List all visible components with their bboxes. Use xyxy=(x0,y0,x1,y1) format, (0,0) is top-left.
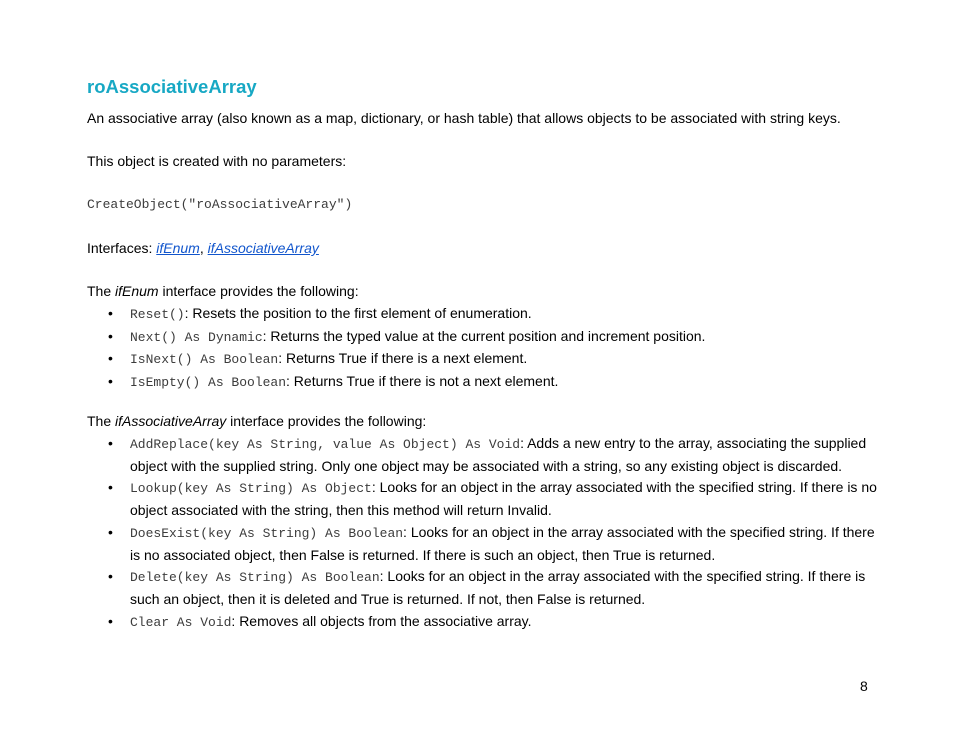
method-signature: IsNext() As Boolean xyxy=(130,352,279,368)
create-object-code: CreateObject("roAssociativeArray") xyxy=(87,197,353,212)
ifassociativearray-link[interactable]: ifAssociativeArray xyxy=(207,240,319,256)
interfaces-label: Interfaces: xyxy=(87,240,157,256)
list-item xyxy=(87,477,877,521)
method-description: : Adds a new entry to the array, associating the supplied object with the supplied string. Only one object may be associated with a string, so any existing object is discarded. xyxy=(130,435,867,474)
method-signature: IsEmpty() As Boolean xyxy=(130,375,287,391)
list-item xyxy=(87,433,877,477)
ifenum-heading-pre: The xyxy=(87,283,116,299)
list-item xyxy=(87,522,877,566)
method-signature: Reset() xyxy=(130,307,185,322)
method-signature: DoesExist(key As String) As Boolean xyxy=(130,525,404,541)
ifaa-heading-name: ifAssociativeArray xyxy=(115,413,227,429)
ifenum-link[interactable]: ifEnum xyxy=(156,240,200,256)
method-description: : Returns True if there is a next element. xyxy=(278,350,528,367)
ifenum-heading-post: interface provides the following: xyxy=(158,283,359,299)
list-item xyxy=(87,566,877,610)
page-number: 8 xyxy=(860,678,868,694)
ifaa-methods-list xyxy=(87,433,877,633)
ifenum-methods-list xyxy=(87,303,877,394)
ifaa-heading xyxy=(87,411,426,433)
method-signature: Delete(key As String) As Boolean xyxy=(130,570,380,586)
method-description: : Looks for an object in the array associated with the specified string. If there is no object associated with the string, then this method will return Invalid. xyxy=(130,479,877,519)
ifaa-heading-pre: The xyxy=(87,413,116,429)
method-description: : Removes all objects from the associative array. xyxy=(231,612,532,629)
method-signature: Next() As Dynamic xyxy=(130,329,263,345)
created-paragraph: This object is created with no parameters: xyxy=(87,153,347,169)
ifaa-heading-post: interface provides the following: xyxy=(226,413,427,429)
interfaces-separator: , xyxy=(199,240,208,256)
list-item xyxy=(87,371,877,394)
method-description: : Returns True if there is not a next element. xyxy=(286,373,559,390)
method-description: : Looks for an object in the array associated with the specified string. If there is such an object, then it is deleted and True is returned. If not, then False is returned. xyxy=(130,568,866,607)
list-item xyxy=(87,348,877,371)
list-item xyxy=(87,326,877,349)
method-signature: AddReplace(key As String, value As Object) As Void xyxy=(130,437,521,452)
method-description: : Resets the position to the first element of enumeration. xyxy=(184,305,532,321)
page-title: roAssociativeArray xyxy=(87,76,257,97)
intro-paragraph: An associative array (also known as a map, dictionary, or hash table) that allows objects to be associated with string keys. xyxy=(87,110,841,126)
list-item xyxy=(87,303,877,326)
method-description: : Returns the typed value at the current position and increment position. xyxy=(262,327,706,344)
method-signature: Lookup(key As String) As Object xyxy=(130,481,372,497)
method-description: : Looks for an object in the array associated with the specified string. If there is no associated object, then False is returned. If there is such an object, then True is returned. xyxy=(130,523,875,563)
ifenum-heading xyxy=(87,281,359,303)
method-signature: Clear As Void xyxy=(130,614,232,630)
interfaces-line xyxy=(87,238,319,260)
list-item xyxy=(87,611,877,634)
ifenum-heading-name: ifEnum xyxy=(115,283,159,299)
